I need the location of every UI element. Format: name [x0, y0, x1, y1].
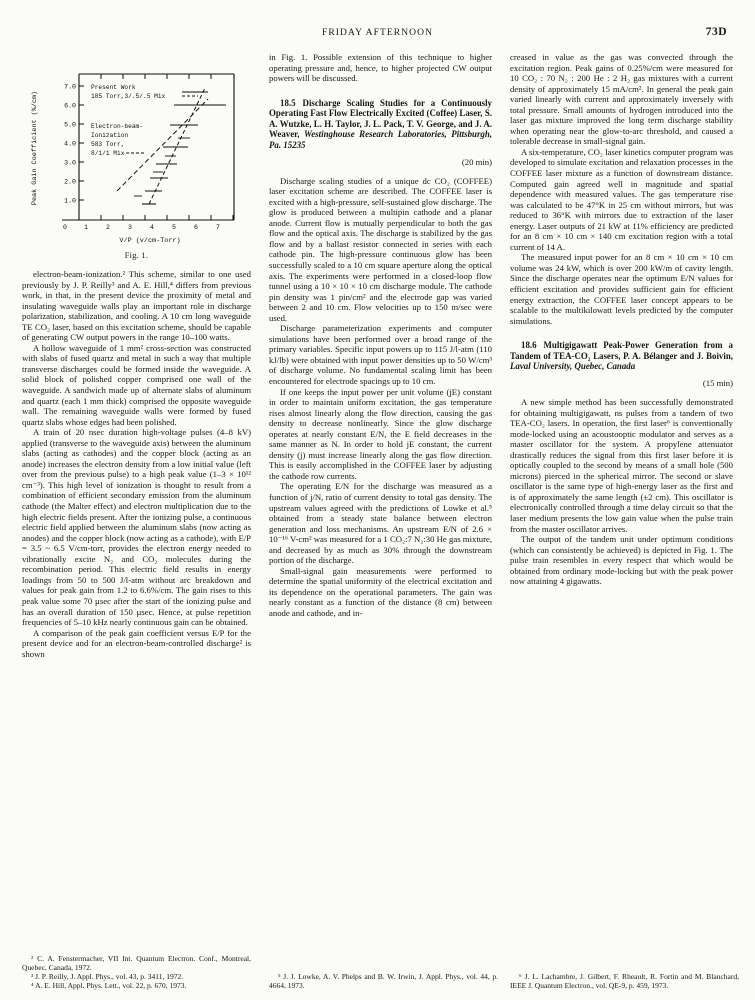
column-right [510, 52, 739, 990]
paragraph: electron-beam-ionization.² This scheme, similar to one used previously by J. P. Reilly³ and A. E. Hill,⁴ differs from previous work, in that, in the present device the proximity of metal and insulating waveguide walls play an important role in discharge polarization, stabilization, and cooling. A 10 cm long waveguide TE CO₂ laser, based on this excitation scheme, should be capable of generating CW output powers in the range 10–100 watts. [22, 269, 251, 343]
column-layout [22, 52, 739, 990]
annotation-ebeam-line2: Ionization [91, 132, 129, 139]
paragraph: The output of the tandem unit under optimum conditions (which can consistently be achieved) is depicted in Fig. 1. The pulse train resembles in every respect that which would be obtained from ordinary mode-locking but with the peak power now attaining 4 gigawatts. [510, 534, 733, 587]
paragraph: If one keeps the input power per unit volume (jE) constant in order to maintain uniform excitation, the gas temperature rises almost linearly along the flow direction, causing the gas density to decrease nonlinearly. Since the glow discharge operates at nearly constant E/N, the E field decreases in the same manner as N. In order to hold jE constant, the current density (j) must increase linearly along the gas flow direction. This is easily accomplished in the COFFEE laser by adjusting the cathode row currents. [269, 386, 492, 481]
ytick-4: 4.0 [64, 140, 76, 148]
xtick-5: 5 [172, 224, 176, 231]
footnote: ⁵ J. J. Lowke, A. V. Phelps and B. W. Irwin, J. Appl. Phys., vol. 44, p. 4664, 1973. [269, 972, 498, 990]
section-spacer [269, 84, 492, 98]
paragraph: A new simple method has been successfully demonstrated for obtaining multigigawatt, ns pulses from a tandem of two TEA-CO₂ lasers. In operation, the first laser⁶ is conventionally mode-locked using an acoustooptic modulator and serves as a master oscillator for the system. A propylene attenuator drastically reduces the signal from this first laser before it is optically coupled to the second by means of a small hole (500 microns) pierced in the spherical mirror. The second or slave oscillator is the same type of high-energy laser as the first and is of approximately the same length (±2 cm). This oscillator is electronically controlled through a time delay circuit so that the laser medium presents the low gain value when the pulse train from the master oscillator arrives. [510, 397, 733, 534]
footnote: ⁶ J. L. Lachambre, J. Gilbert, F. Rheault, R. Fortin and M. Blanchard, IEEE J. Quantum Electron., vol. QE-9, p. 459, 1973. [510, 972, 739, 990]
ytick-3: 3.0 [64, 159, 76, 167]
annotation-present-work-line2: 185 Torr,3/.5/.5 Mix [91, 93, 166, 100]
footnote: ³ J. P. Reilly, J. Appl. Phys., vol. 43, p. 3411, 1972. [31, 972, 184, 981]
section-spacer [510, 326, 733, 340]
figure-1 [22, 52, 251, 248]
paper-number: 18.5 [280, 97, 296, 108]
annotation-present-work-line1: Present Work [91, 84, 136, 91]
annotation-ebeam-line3: 583 Torr, [91, 141, 125, 148]
footnote: ² C. A. Fenstermacher, VII Int. Quantum Electron. Conf., Montreal, Quebec, Canada, 1972. [22, 954, 251, 972]
ytick-1: 1.0 [64, 197, 76, 205]
paper-heading-18-5 [269, 98, 492, 151]
paper-affiliation: Laval University, Quebec, Canada [510, 361, 636, 372]
paper-title-text: Multigigawatt Peak-Power Generation from a Tandem of TEA-CO₂ Lasers, [510, 340, 733, 361]
y-axis-label: Peak Gain Coefficient (%/cm) [31, 90, 39, 206]
paragraph: A comparison of the peak gain coefficient versus E/P for the present device and for an electron-beam-controlled discharge² is shown [22, 627, 251, 659]
ytick-5: 5.0 [64, 121, 76, 129]
running-head [22, 26, 733, 52]
xtick-4: 4 [150, 224, 154, 231]
ytick-6: 6.0 [64, 102, 76, 110]
page-folio: 73D [705, 26, 727, 38]
xtick-7: 7 [216, 224, 220, 231]
paragraph: A six-temperature, CO₂ laser kinetics computer program was developed to simulate excitation and relaxation processes in the COFFEE laser mixture as a function of downstream distance. Computed gain agreed well in magnitude and spatial dependence with measured values. The gas temperature rise was calculated to be 47°K in 25 cm without mirrors, but was reduced to 36°K with mirrors due to extraction of the laser energy. Laser outputs of 21 kW at 11% efficiency are predicted for an 8 cm × 10 cm × 140 cm excitation region with a total current of 14 A. [510, 146, 733, 252]
footnote: ⁴ A. E. Hill, Appl. Phys. Lett., vol. 22, p. 670, 1973. [31, 981, 187, 990]
paragraph: Discharge parameterization experiments and computer simulations have been performed over a broad range of the primary variables. Specific input powers up to 115 J/l-atm (110 kJ/lb) were obtained with input power densities up to 50 W/cm³ of discharge volume. No fundamental scaling limit has been encountered for electrode spacings up to 10 cm. [269, 323, 492, 386]
paragraph: A hollow waveguide of 1 mm² cross-section was constructed with slabs of fused quartz and metal in such a way that multiple transverse discharges could be formed inside the waveguide. A solid block of polished copper comprised one wall of the waveguide. A sandwich made up of alternate slabs of aluminum and quartz (each 1 mm thick) comprised the opposite waveguide wall. The remaining waveguide walls were formed by fused quartz slabs whose edges had been polished. [22, 342, 251, 427]
series-present-work-points [142, 92, 226, 204]
paragraph: Small-signal gain measurements were performed to determine the spatial uniformity of the electrical excitation and its dependence on the operational parameters. The gain was nearly constant as a function of the distance (8 cm) between anode and cathode, and in- [269, 565, 492, 619]
paper-affiliation: Westinghouse Research Laboratories, Pittsburgh, Pa. 15235 [269, 129, 492, 151]
x-axis-label: V/P (v/cm-Torr) [119, 237, 181, 245]
xtick-3: 3 [128, 224, 132, 231]
paper-duration: (20 min) [461, 156, 492, 167]
paper-heading-18-6 [510, 340, 733, 372]
xtick-1: 1 [84, 224, 88, 231]
series-ebeam-trend [117, 99, 208, 191]
paper-duration: (15 min) [702, 378, 733, 388]
ytick-7: 7.0 [64, 83, 76, 91]
figure-caption: Fig. 1. [124, 251, 149, 260]
paragraph: The operating E/N for the discharge was measured as a function of j/N, ratio of current density to total gas density. The upstream values agreed with the predictions of Lowke et al.⁵ obtained from a steady state balance between electron generation and loss mechanisms. An upstream E/N of 2.6 × 10⁻¹⁶ V-cm² was measured for a 1 CO₂:7 N₂:30 He gas mixture, and decreased by as much as 30% through the downstream portion of the discharge. [269, 481, 492, 566]
footnote-block-left [22, 950, 251, 990]
paper-authors: S. A. Wutzke, L. H. Taylor, J. L. Pack, T. V. George, and J. A. Weaver, [269, 108, 492, 140]
footnote-block-right [510, 968, 739, 990]
annotation-ebeam-line4: 8/1/1 Mix [91, 150, 125, 157]
xtick-0: 0 [63, 224, 67, 231]
paragraph: in Fig. 1. Possible extension of this technique to higher operating pressure and, hence, to higher projected CW output powers will be discussed. [269, 52, 492, 84]
annotation-ebeam-line1: Electron-beam- [91, 123, 143, 130]
paper-number: 18.6 [521, 340, 537, 351]
paper-title-text: Discharge Scaling Studies for a Continuously Operating Fast Flow Electrically Excited (Coffee) Laser, [269, 97, 492, 119]
column-left [22, 52, 251, 990]
paragraph: The measured input power for an 8 cm × 10 cm × 10 cm volume was 24 kW, which is over 200 kW/m of cavity length. Since the discharge operates near the optimum E/N values for efficient excitation and provides sufficient gain for efficient energy extraction, the COFFEE laser concept appears to be scalable to the multikilowatt levels predicted by the computer simulations. [510, 252, 733, 326]
column-middle [269, 52, 498, 990]
ytick-2: 2.0 [64, 178, 76, 186]
footnote-block-middle [269, 968, 498, 990]
paragraph: creased in value as the gas was convected through the excitation region. Peak gains of 0.25%/cm were measured for 10 CO₂ : 70 N₂ : 200 He : 2 H₂ gas mixtures with a current density of approximately 15 mA/cm². In general the peak gain varied linearly with current and approximately inversely with total pressure. Small amounts of hydrogen introduced into the laser gas mixture improved the long term discharge stability when operating near the glow-to-arc threshold, and caused a tolerable decrease in small-signal gain. [510, 52, 733, 147]
paragraph: A train of 20 nsec duration high-voltage pulses (4–8 kV) applied (transverse to the waveguide axis) between the aluminum slabs (acting as cathodes) and the copper block (acting as an anode) increases the electron density from a low initial value (left over from the previous pulse) to a high peak value (1–3 × 10¹² cm⁻³). This high level of ionization is thought to result from a combination of efficient secondary emission from the aluminum cathode (the Malter effect) and electron multiplication due to the high electric fields present. After the ionizing pulse, a continuous electric field applied between the aluminum slabs (now acting as anodes) and the copper block (now acting as a cathode), with E/P = 3.5 ~ 6.5 V/cm-torr, provides the electron energy needed to vibrationally excite N₂ and CO₂ molecules during the recombination period. This electric field results in energy loadings from 50 to 500 J/l-atm without arc breakdown and values for peak gain from 1.2 to 6.6%/cm. The gain rises to this peak value some 70 µsec after the start of the ionizing pulse and has an overall duration of 150 µsec. Hence, at pulse repetition frequencies of 5–10 kHz nearly continuous gain can be obtained. [22, 427, 251, 628]
xtick-6: 6 [194, 224, 198, 231]
gain-vs-vp-plot [22, 52, 251, 248]
paragraph: Discharge scaling studies of a unique dc CO₂ (COFFEE) laser excitation scheme are described. The COFFEE laser is excited with a high-pressure, self-sustained glow discharge. The glow is produced between a multipin cathode and a planar anode. Current flow is mutually perpendicular to both the gas flow and the optical axis. The discharge is stabilized by the gas flow and by a ballast resistor connected in series with each cathode pin. The high-pressure continuous glow has been successfully scaled to a 10 cm square aperture along the optical axis. The experiments were performed in a closed-loop flow tunnel using a 10 × 10 × 10 cm discharge module. The cathode pin density was 1 pin/cm² and the electrode gap was varied between 2 and 10 cm. Flow velocities up to 150 m/sec were used. [269, 175, 492, 323]
xtick-2: 2 [106, 224, 110, 231]
running-head-title: FRIDAY AFTERNOON [321, 28, 434, 38]
paper-authors: P. A. Bélanger and J. Boivin, [623, 350, 733, 361]
